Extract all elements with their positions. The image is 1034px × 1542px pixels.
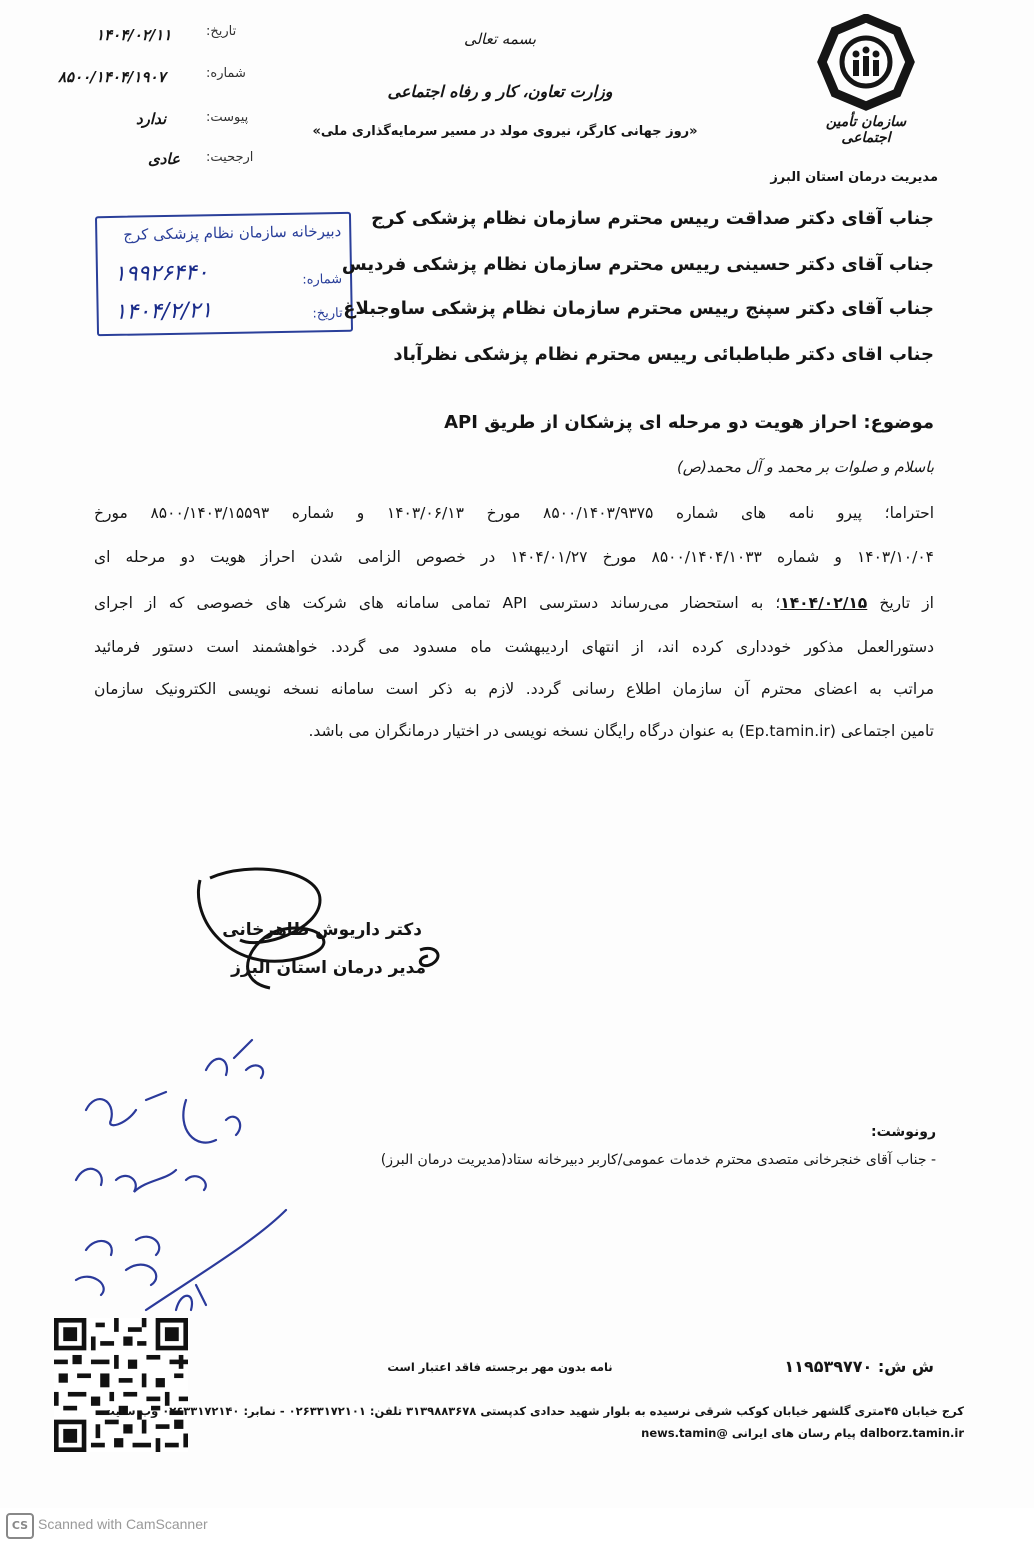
body-line-2: ۱۴۰۳/۱۰/۰۴ و شماره ۸۵۰۰/۱۴۰۴/۱۰۳۳ مورخ ۱۴۰۴/۰۱/۲۷ در خصوص الزامی شدن احراز هویت دو مرحله ای — [94, 548, 934, 566]
priority-value: عادی — [148, 150, 180, 168]
attachment-value: ندارد — [136, 110, 167, 128]
stamp-date-value: ۱۴۰۴/۲/۲۱ — [114, 298, 213, 325]
footer-web: dalborz.tamin.ir پیام رسان های ایرانی @news.tamin — [641, 1426, 964, 1440]
cc-title: رونوشت: — [871, 1124, 936, 1140]
priority-label: ارجحیت: — [206, 150, 254, 165]
stamp-number-value: ۱۹۹۲۶۴۴۰ — [113, 260, 209, 287]
addressee-2: جناب آقای دکتر حسینی رییس محترم سازمان نظام پزشکی فردیس — [341, 254, 934, 275]
attachment-label: پیوست: — [206, 110, 249, 125]
department-name: مدیریت درمان استان البرز — [770, 170, 938, 185]
scanner-watermark — [0, 1508, 1034, 1542]
cc-item: - جناب آقای خنجرخانی متصدی محترم خدمات عمومی/کاربر دبیرخانه ستاد(مدیریت درمان البرز) — [380, 1152, 936, 1168]
tracking-code: ش ش: ۱۱۹۵۳۹۷۷۰ — [784, 1357, 934, 1376]
body-line-5: مراتب به اعضای محترم آن سازمان اطلاع رسانی گردد. لازم به ذکر است سامانه نسخه نویسی الکترونیک سازمان — [94, 680, 934, 698]
addressee-4: جناب اقای دکتر طباطبائی رییس محترم نظام پزشکی نظرآباد — [393, 344, 934, 365]
slogan: «روز جهانی کارگر، نیروی مولد در مسیر سرمایه‌گذاری ملی» — [312, 124, 698, 139]
subject-line: موضوع: احراز هویت دو مرحله ای پزشکان از طریق API — [444, 412, 934, 433]
camscanner-logo-icon: CS — [6, 1513, 34, 1539]
greeting: باسلام و صلوات بر محمد و آل محمد(ص) — [676, 458, 934, 476]
stamp-title: دبیرخانه سازمان نظام پزشکی کرج — [123, 221, 342, 244]
addressee-3: جناب آقای دکتر سپنج رییس محترم سازمان نظام پزشکی ساوجبلاغ — [343, 298, 934, 319]
basmala: بسمه تعالی — [463, 30, 537, 48]
date-value: ۱۴۰۴/۰۲/۱۱ — [96, 26, 172, 44]
number-value: ۸۵۰۰/۱۴۰۴/۱۹۰۷ — [58, 68, 166, 86]
logo-caption: سازمان تأمین اجتماعی — [825, 114, 907, 146]
stamp-number-label: شماره: — [302, 271, 343, 288]
date-label: تاریخ: — [206, 24, 237, 39]
validity-note: نامه بدون مهر برجسته فاقد اعتبار است — [387, 1360, 613, 1374]
scanner-text: Scanned with CamScanner — [38, 1516, 208, 1532]
number-label: شماره: — [206, 66, 246, 81]
body-line-3-rest: ؛ به استحضار می‌رساند دسترسی API تمامی سامانه های شرکت های خصوصی که از اجرای — [94, 594, 781, 612]
body-line-3-start: از تاریخ — [879, 594, 934, 612]
handwritten-notes-icon — [56, 1030, 296, 1320]
body-line-3 — [94, 594, 934, 612]
qr-code-icon — [54, 1318, 188, 1452]
deadline-date: ۱۴۰۴/۰۲/۱۵ — [780, 594, 868, 612]
org-logo — [808, 14, 924, 156]
footer-address: کرج خیابان ۴۵متری گلشهر خیابان کوکب شرقی نرسیده به بلوار شهید حدادی کدپستی ۳۱۳۹۸۸۳۶۷۸ تلفن: ۰۲۶۳۳۱۷۲۱۰۱ - نمابر: ۰۲۶۳۳۱۷۲۱۴۰ وب سایت — [103, 1404, 964, 1418]
addressee-1: جناب آقای دکتر صداقت رییس محترم سازمان نظام پزشکی کرج — [371, 208, 934, 229]
body-line-4: دستورالعمل مذکور خودداری کرده اند، از انتهای اردیبهشت ماه مسدود می گردد. خواهشمند است دستور فرمائید — [94, 638, 934, 656]
ministry-name: وزارت تعاون، کار و رفاه اجتماعی — [387, 82, 613, 101]
signatory-title: مدیر درمان استان البرز — [231, 958, 426, 978]
body-line-6: تامین اجتماعی (Ep.tamin.ir) به عنوان درگاه رایگان نسخه نویسی در اختیار درمانگران می باشد. — [308, 722, 934, 740]
body-line-1: احتراما؛ پیرو نامه های شماره ۸۵۰۰/۱۴۰۳/۹۳۷۵ مورخ ۱۴۰۳/۰۶/۱۳ و شماره ۸۵۰۰/۱۴۰۳/۱۵۵۹۳ مورخ — [94, 504, 935, 522]
signatory-name: دکتر داریوش طاهرخانی — [222, 920, 422, 940]
secretariat-stamp — [95, 212, 353, 336]
stamp-date-label: تاریخ: — [312, 305, 343, 322]
tamin-logo-icon — [808, 14, 924, 114]
